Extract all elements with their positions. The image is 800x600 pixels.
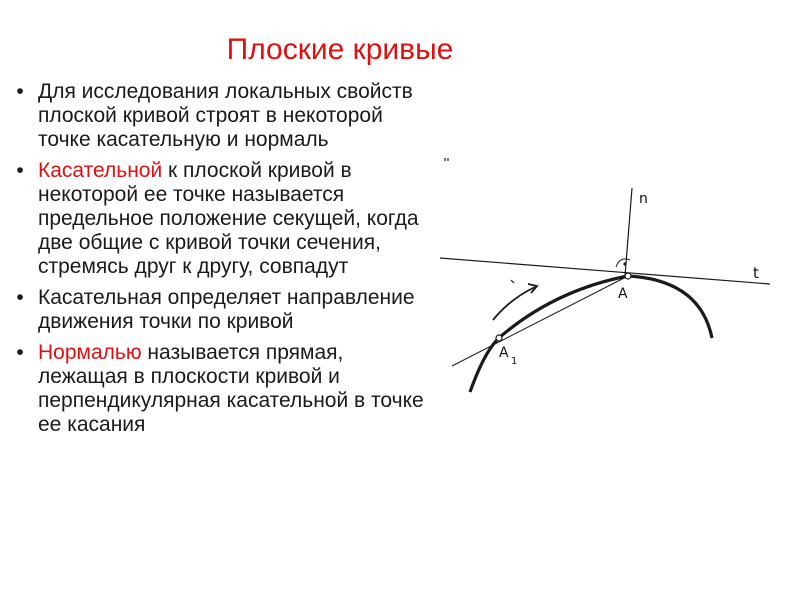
right-angle-dot — [623, 262, 626, 265]
bullet-text: Касательная определяет направление движения точки по кривой — [38, 286, 415, 333]
point-a1-label: A — [499, 345, 509, 361]
slide-title: Плоские кривые — [226, 33, 454, 66]
point-a1-marker — [496, 335, 502, 341]
plane-curve — [470, 276, 712, 392]
bullet-dot: • — [16, 286, 24, 309]
bullet-dot: • — [16, 159, 24, 182]
point-a1-subscript: 1 — [511, 356, 518, 367]
point-a-marker — [625, 273, 631, 279]
bullet-dot: • — [16, 341, 24, 364]
normal-label: n — [639, 191, 648, 207]
tangent-normal-diagram — [430, 140, 790, 430]
bullet-item-tangent-definition — [10, 159, 430, 279]
bullet-item-study — [10, 80, 430, 152]
bullet-dot: • — [16, 80, 24, 103]
right-angle-arc — [616, 259, 630, 267]
bullet-term-normal: Нормалью — [38, 341, 142, 364]
bullet-item-direction — [10, 286, 430, 334]
arrow-tick — [511, 280, 514, 283]
point-a-label: A — [618, 286, 628, 302]
stray-mark — [445, 158, 448, 161]
bullet-item-normal-definition — [10, 341, 430, 437]
bullet-list — [10, 80, 430, 444]
secant-line — [452, 276, 628, 366]
bullet-text: Для исследования локальных свойств плоской кривой строят в некоторой точке касательную и нормаль — [38, 80, 413, 151]
tangent-label: t — [753, 264, 759, 282]
bullet-term-tangent: Касательной — [38, 159, 163, 182]
bullet-text: называется прямая, лежащая в плоскости кривой и перпендикулярная касательной в точке ее касания — [38, 341, 424, 436]
bullet-text: к плоской кривой в некоторой ее точке называется предельное положение секущей, когда две общие с кривой точки сечения, стремясь друг к другу, совпадут — [38, 159, 419, 278]
